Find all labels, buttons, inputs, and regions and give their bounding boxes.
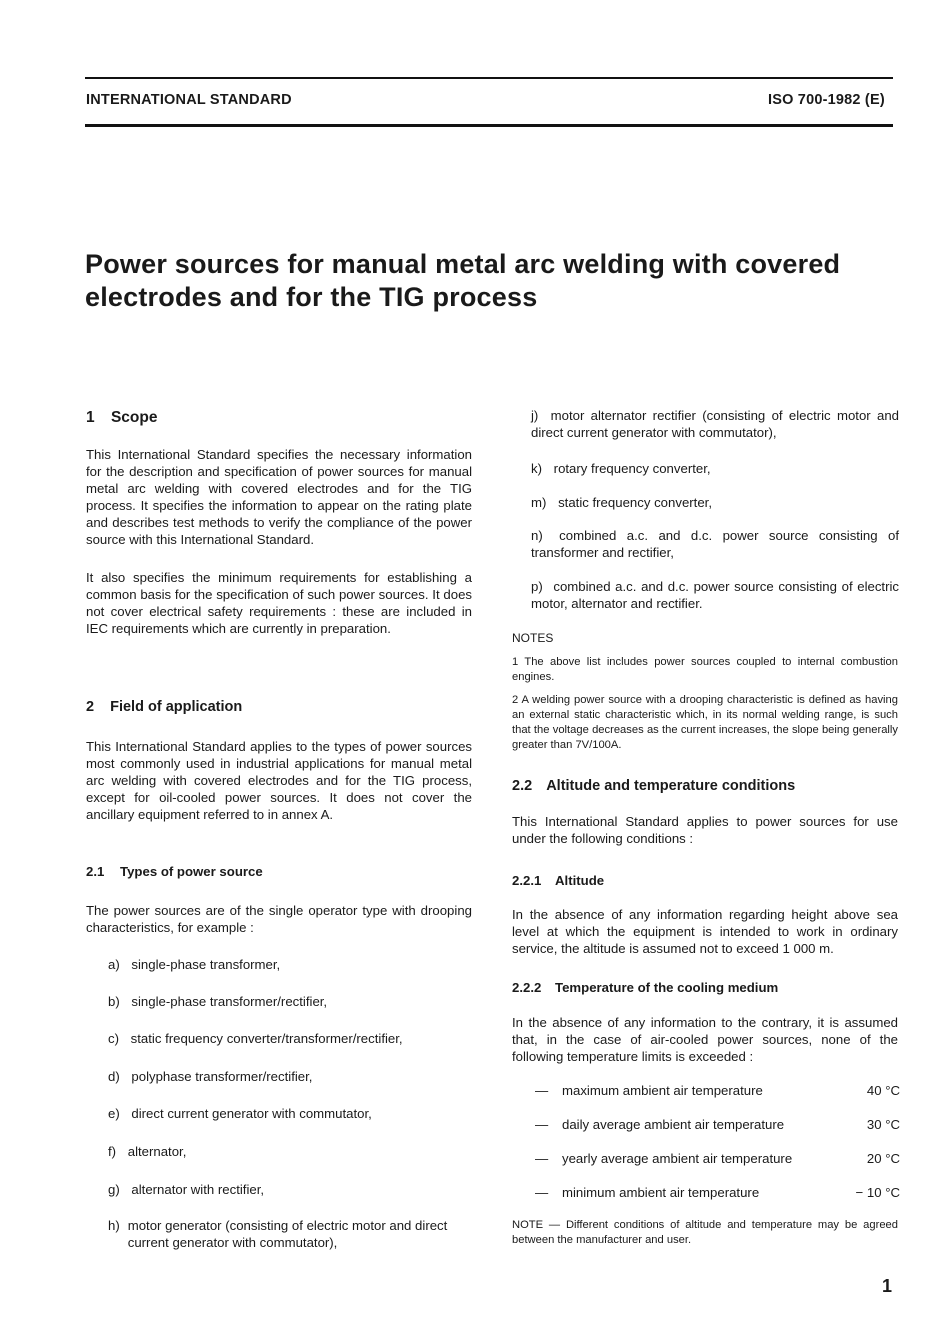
list-item-text: alternator with rectifier, bbox=[131, 1182, 265, 1197]
scope-paragraph-1: This International Standard specifies the necessary information for the description and specification of power sources for manual metal arc welding with covered electrodes and for the TIG process. It specifies the information to appear on the rating plate and describes test methods to verify the compliance of the power source with this International Standard. bbox=[86, 447, 472, 547]
list-item-text: rotary frequency converter, bbox=[553, 461, 711, 476]
section-2-2-1-heading bbox=[512, 873, 604, 888]
title-line-2: electrodes and for the TIG process bbox=[85, 282, 538, 312]
page-number: 1 bbox=[882, 1276, 893, 1296]
section-2-2-1-number: 2.2.1 bbox=[512, 873, 542, 888]
section-2-2-1-title: Altitude bbox=[555, 873, 605, 888]
header-standard-label: INTERNATIONAL STANDARD bbox=[86, 92, 292, 108]
list-item-text: direct current generator with commutator, bbox=[131, 1106, 372, 1121]
section-2-number: 2 bbox=[86, 699, 95, 715]
list-item-label: g) bbox=[108, 1182, 120, 1197]
row-value: 40 °C bbox=[866, 1083, 900, 1098]
row-dash: — bbox=[535, 1151, 549, 1166]
list-item-label: j) bbox=[531, 408, 539, 423]
note-1: 1 The above list includes power sources coupled to internal combustion engines. bbox=[512, 656, 898, 683]
section-2-2-number: 2.2 bbox=[512, 778, 533, 794]
list-item-label: d) bbox=[108, 1069, 120, 1084]
list-item bbox=[531, 407, 899, 441]
row-value: 20 °C bbox=[866, 1151, 900, 1166]
row-label: yearly average ambient air temperature bbox=[562, 1151, 793, 1166]
section-1-number: 1 bbox=[86, 409, 95, 426]
cooling-note: NOTE — Different conditions of altitude and temperature may be agreed between the manufacturer and user. bbox=[512, 1219, 898, 1246]
note-2: 2 A welding power source with a drooping characteristic is defined as having an external static characteristic which, in its normal welding range, is such that the voltage decreases as the current increases, the slope being generally greater than 7V/100A. bbox=[512, 694, 898, 751]
altitude-paragraph: In the absence of any information regarding height above sea level at which the equipment is intended to work in ordinary service, the altitude is assumed not to exceed 1 000 m. bbox=[512, 907, 898, 956]
notes-heading: NOTES bbox=[512, 631, 554, 645]
section-2-2-2-title: Temperature of the cooling medium bbox=[555, 980, 779, 995]
list-item-label: f) bbox=[108, 1144, 117, 1159]
temperature-row bbox=[512, 1185, 900, 1203]
list-item-text: combined a.c. and d.c. power source consisting of electric motor, alternator and rectifier. bbox=[531, 579, 900, 611]
row-label: daily average ambient air temperature bbox=[562, 1117, 785, 1132]
list-item bbox=[108, 1217, 478, 1251]
list-item-label: c) bbox=[108, 1031, 119, 1046]
section-1-title: Scope bbox=[110, 409, 158, 426]
section-2-2-title: Altitude and temperature conditions bbox=[546, 778, 796, 794]
list-item-label: p) bbox=[531, 579, 543, 594]
temperature-row bbox=[512, 1083, 900, 1101]
list-item bbox=[108, 1030, 403, 1047]
list-item-text: polyphase transformer/rectifier, bbox=[131, 1069, 313, 1084]
row-dash: — bbox=[535, 1083, 549, 1098]
list-item-text: combined a.c. and d.c. power source consisting of transformer and rectifier, bbox=[531, 528, 899, 560]
header-document-number: ISO 700-1982 (E) bbox=[768, 92, 885, 108]
list-item bbox=[108, 1143, 186, 1160]
list-item-label: e) bbox=[108, 1106, 120, 1121]
temperature-row bbox=[512, 1151, 900, 1169]
list-item bbox=[531, 494, 712, 511]
section-2-heading bbox=[86, 699, 242, 715]
list-item-text: single-phase transformer/rectifier, bbox=[131, 994, 328, 1009]
row-dash: — bbox=[535, 1117, 549, 1132]
row-value: 30 °C bbox=[866, 1117, 900, 1132]
list-item-label: h) bbox=[108, 1218, 120, 1233]
cooling-paragraph: In the absence of any information to the contrary, it is assumed that, in the case of air-cooled power sources, none of the following temperature limits is exceeded : bbox=[512, 1015, 898, 1064]
row-label: maximum ambient air temperature bbox=[562, 1083, 763, 1098]
temperature-row bbox=[512, 1117, 900, 1135]
section-2-1-number: 2.1 bbox=[86, 864, 105, 879]
header-top-rule bbox=[85, 77, 893, 79]
section-2-2-2-heading bbox=[512, 980, 778, 995]
conditions-paragraph: This International Standard applies to power sources for use under the following conditions : bbox=[512, 814, 898, 846]
list-item-label: n) bbox=[531, 528, 543, 543]
row-dash: — bbox=[535, 1185, 549, 1200]
list-item bbox=[531, 460, 711, 477]
list-item-text: static frequency converter/transformer/rectifier, bbox=[130, 1031, 403, 1046]
list-item-text: motor alternator rectifier (consisting of electric motor and direct current generator with commutator), bbox=[531, 408, 899, 440]
title-line-1: Power sources for manual metal arc welding with covered bbox=[85, 249, 841, 279]
section-1-heading bbox=[86, 409, 157, 427]
list-item-text: motor generator (consisting of electric motor and direct current generator with commutator), bbox=[127, 1218, 448, 1250]
header-bottom-rule bbox=[85, 124, 893, 127]
field-paragraph: This International Standard applies to the types of power sources most commonly used in industrial applications for manual metal arc welding with covered electrodes and for the TIG process, except for oil-cooled power sources. It does not cover the ancillary equipment referred to in annex A. bbox=[86, 739, 472, 822]
types-intro: The power sources are of the single operator type with drooping characteristics, for example : bbox=[86, 903, 472, 935]
list-item-text: static frequency converter, bbox=[558, 495, 712, 510]
document-title bbox=[85, 248, 905, 314]
section-2-title: Field of application bbox=[110, 699, 243, 715]
list-item bbox=[531, 527, 899, 561]
list-item bbox=[108, 993, 327, 1010]
row-value: − 10 °C bbox=[855, 1185, 900, 1200]
list-item bbox=[108, 1105, 372, 1122]
section-2-2-heading bbox=[512, 778, 795, 794]
list-item-label: a) bbox=[108, 957, 120, 972]
list-item-label: k) bbox=[531, 461, 542, 476]
list-item bbox=[108, 956, 280, 973]
list-item-label: b) bbox=[108, 994, 120, 1009]
list-item bbox=[108, 1181, 264, 1198]
section-2-1-heading bbox=[86, 864, 263, 879]
row-label: minimum ambient air temperature bbox=[562, 1185, 760, 1200]
list-item-text: alternator, bbox=[127, 1144, 187, 1159]
list-item-text: single-phase transformer, bbox=[131, 957, 281, 972]
section-2-1-title: Types of power source bbox=[120, 864, 263, 879]
scope-paragraph-2: It also specifies the minimum requirements for establishing a common basis for the specification of such power sources. It does not cover electrical safety requirements : these are included in IEC requirements which are currently in preparation. bbox=[86, 570, 472, 636]
list-item bbox=[108, 1068, 312, 1085]
list-item bbox=[531, 578, 899, 612]
list-item-label: m) bbox=[531, 495, 547, 510]
section-2-2-2-number: 2.2.2 bbox=[512, 980, 542, 995]
